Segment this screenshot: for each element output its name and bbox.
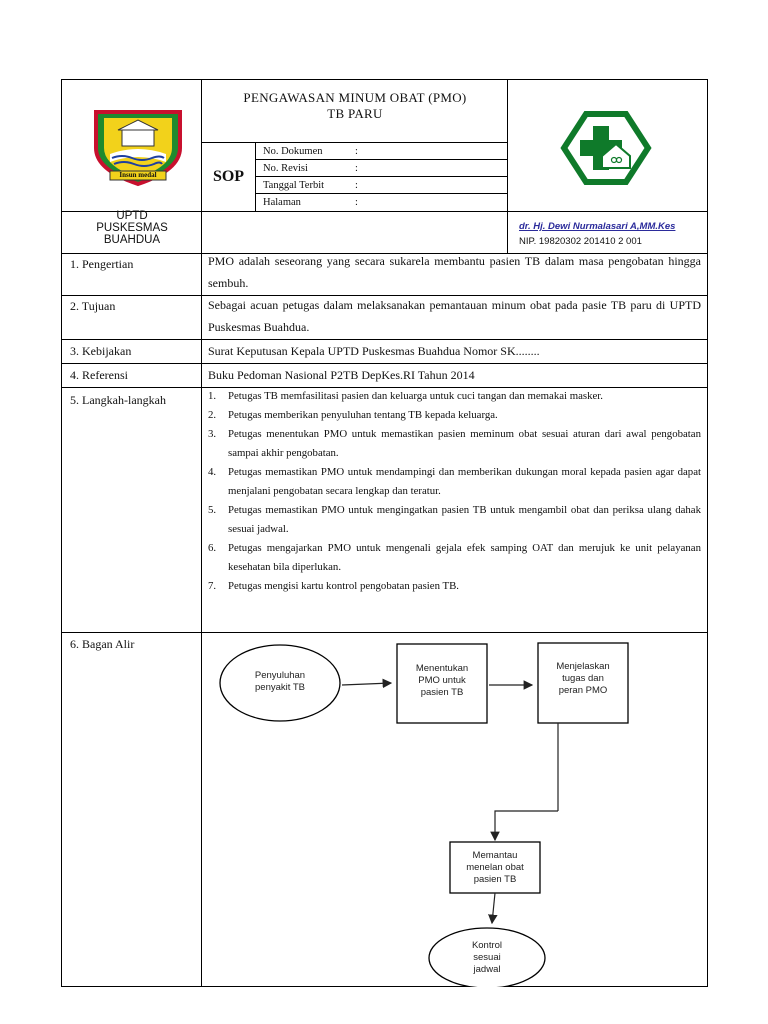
meta-no-dokumen [263,143,508,160]
meta-separator: : [355,180,358,191]
arrow-menjelaskan-to-memantau [495,811,558,840]
node-menentukan-line-2: PMO untuk [418,675,466,686]
meta-separator: : [355,163,358,174]
step-text: Petugas memastikan PMO untuk mengingatkan pasien TB untuk mengambil obat dan periksa ulang dahak sesuai jadwal. [228,504,701,535]
step-text: Petugas menentukan PMO untuk memastikan pasien meminum obat sesuai aturan dari awal pengobatan sampai akhir pengobatan. [228,428,701,459]
step-number: 3. [208,428,217,440]
step-number: 5. [208,504,217,516]
node-penyuluhan-line-2: penyakit TB [255,682,305,693]
list-item [208,425,701,463]
meta-label: Halaman [263,197,301,208]
section-label-referensi: 4. Referensi [70,368,128,382]
steps-list [208,387,701,596]
node-memantau-line-1: Memantau [472,850,518,861]
list-item [208,577,701,596]
meta-halaman [263,194,508,211]
institution-line-3: BUAHDUA [103,234,161,246]
section-text-tujuan: Sebagai acuan petugas dalam melaksanakan pemantauan minum obat pada pasie TB paru di UPTD Puskesmas Buahdua. [208,298,701,334]
step-text: Petugas mengajarkan PMO untuk mengenali gejala efek samping OAT dan merujuk ke unit pelayanan kesehatan bila diperlukan. [228,542,701,573]
puskesmas-cross-hexagon-icon [556,108,656,188]
section-text-referensi: Buku Pedoman Nasional P2TB DepKes.RI Tahun 2014 [208,368,475,382]
list-item [208,501,701,539]
institution-name [62,210,202,246]
meta-separator: : [355,146,358,157]
meta-tanggal-terbit [263,177,508,194]
title-line-1: PENGAWASAN MINUM OBAT (PMO) [243,90,467,105]
sop-document [61,79,708,987]
node-penyuluhan-line-1: Penyuluhan [254,670,306,681]
document-title [202,90,508,122]
step-text: Petugas mengisi kartu kontrol pengobatan pasien TB. [228,580,459,592]
sumedang-regency-crest-icon [88,108,188,188]
node-menentukan-line-1: Menentukan [415,663,469,674]
node-menjelaskan-line-1: Menjelaskan [556,661,610,672]
flowchart [202,633,708,987]
title-line-2: TB PARU [327,106,383,121]
node-menentukan-line-3: pasien TB [420,687,464,698]
section-label-tujuan: 2. Tujuan [70,299,116,313]
meta-label: No. Revisi [263,163,308,174]
institution-line-1: UPTD [116,210,148,222]
node-memantau-line-2: menelan obat [466,862,524,873]
section-label-kebijakan: 3. Kebijakan [70,344,132,358]
step-number: 7. [208,580,217,592]
step-number: 4. [208,466,217,478]
step-number: 2. [208,409,217,421]
step-number: 6. [208,542,217,554]
meta-separator: : [355,197,358,208]
node-menjelaskan-line-3: peran PMO [558,685,608,696]
list-item [208,539,701,577]
node-kontrol-line-1: Kontrol [471,940,503,951]
sop-label: SOP [212,168,245,185]
signer-nip: NIP. 19820302 201410 2 001 [519,236,642,247]
section-label-pengertian: 1. Pengertian [70,257,134,271]
institution-line-2: PUSKESMAS [96,222,168,234]
meta-label: Tanggal Terbit [263,180,325,191]
section-label-langkah: 5. Langkah-langkah [70,393,166,407]
section-text-pengertian: PMO adalah seseorang yang secara sukarela membantu pasien TB dalam masa pengobatan hingga sembuh. [208,254,701,290]
step-number: 1. [208,390,217,402]
signer-name: dr. Hj. Dewi Nurmalasari A,MM.Kes [519,221,676,232]
section-label-bagan-alir: 6. Bagan Alir [70,637,135,651]
list-item [208,406,701,425]
step-text: Petugas TB memfasilitasi pasien dan keluarga untuk cuci tangan dan memakai masker. [228,390,603,402]
node-kontrol-line-3: jadwal [473,964,501,975]
step-text: Petugas memberikan penyuluhan tentang TB kepada keluarga. [228,409,498,421]
list-item [208,463,701,501]
node-menjelaskan-line-2: tugas dan [562,673,604,684]
meta-no-revisi [263,160,508,177]
arrow-penyuluhan-to-menentukan [342,683,391,685]
node-memantau-line-3: pasien TB [473,874,517,885]
node-kontrol-line-2: sesuai [473,952,501,963]
arrow-memantau-to-kontrol [492,893,495,923]
crest-ribbon-text: Insun medal [119,171,157,179]
meta-label: No. Dokumen [263,146,323,157]
step-text: Petugas memastikan PMO untuk mendampingi dan memberikan dukungan moral kepada pasien agar dapat menjalani pengobatan secara lengkap dan teratur. [228,466,701,497]
section-text-kebijakan: Surat Keputusan Kepala UPTD Puskesmas Buahdua Nomor SK........ [208,344,540,358]
list-item [208,387,701,406]
